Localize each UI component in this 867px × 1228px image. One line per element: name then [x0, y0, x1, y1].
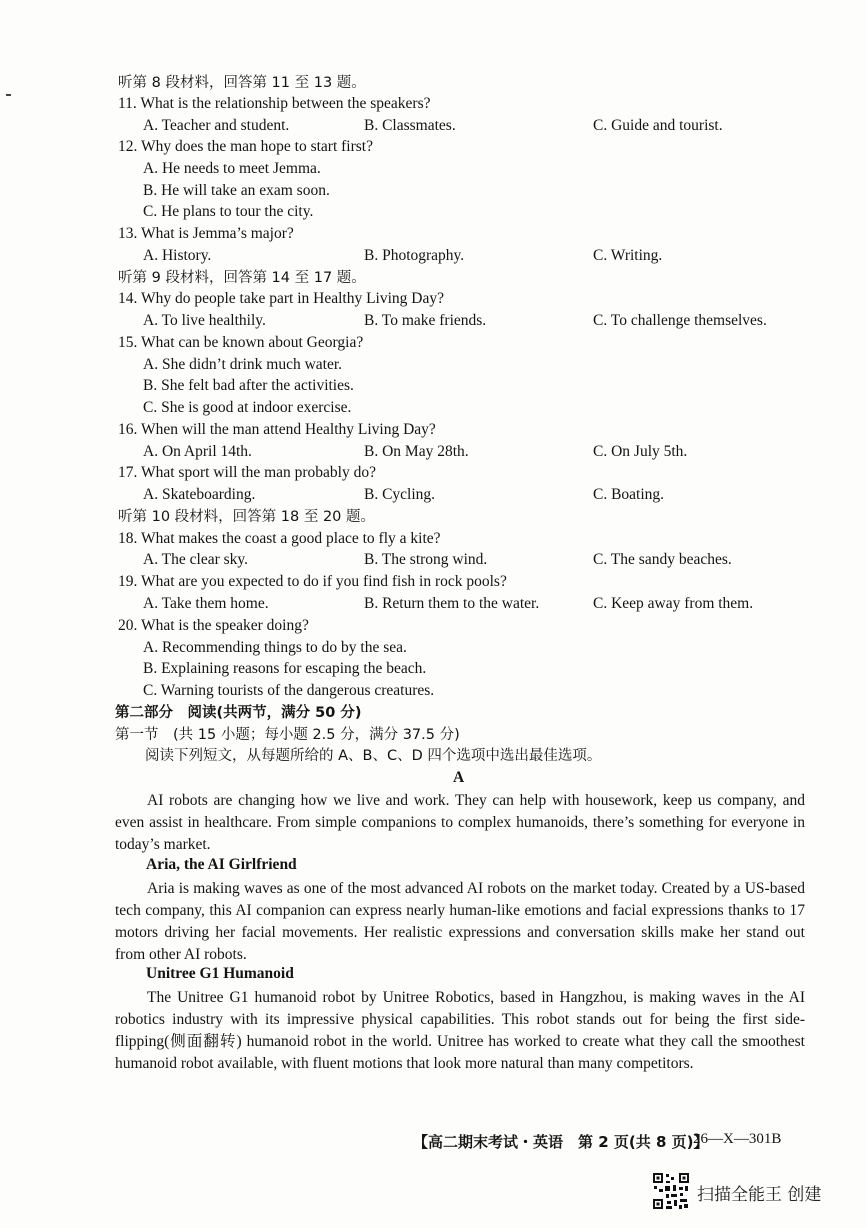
q17-option-c: C. Boating. — [593, 486, 665, 503]
section-9-heading: 听第 9 段材料，回答第 14 至 17 题。 — [118, 270, 366, 286]
q12-option-b: B. He will take an exam soon. — [143, 182, 330, 199]
question-17: 17. What sport will the man probably do? — [118, 464, 376, 481]
question-14: 14. Why do people take part in Healthy Living Day? — [118, 290, 444, 307]
q17-option-a: A. Skateboarding. — [143, 486, 256, 503]
intro-paragraph: AI robots are changing how we live and work. They can help with housework, keep us company, and even assist in healthcare. From simple companions to complex humanoids, there’s something for everyone in today’s market. — [115, 792, 805, 853]
q16-option-a: A. On April 14th. — [143, 443, 252, 460]
question-18: 18. What makes the coast a good place to fly a kite? — [118, 530, 441, 547]
aria-paragraph: Aria is making waves as one of the most advanced AI robots on the market today. Created by a US-based tech company, this AI companion can express nearly human-like emotions and facial expressions thanks to 17 motors driving her facial movements. Her realistic expressions and conversation skills make her stand out from other AI robots. — [115, 880, 805, 963]
aria-section — [115, 878, 805, 966]
q15-option-b: B. She felt bad after the activities. — [143, 377, 354, 394]
q11-option-b: B. Classmates. — [364, 117, 456, 134]
question-19: 19. What are you expected to do if you find fish in rock pools? — [118, 573, 507, 590]
q19-option-c: C. Keep away from them. — [593, 595, 754, 612]
part-2-heading: 第二部分 阅读(共两节，满分 50 分) — [115, 705, 362, 721]
q14-option-a: A. To live healthily. — [143, 312, 266, 329]
scanner-watermark: 扫描全能王 创建 — [697, 1185, 822, 1205]
q20-option-a: A. Recommending things to do by the sea. — [143, 639, 407, 656]
section-10-heading: 听第 10 段材料，回答第 18 至 20 题。 — [118, 509, 376, 525]
q13-option-c: C. Writing. — [593, 247, 663, 264]
q18-option-b: B. The strong wind. — [364, 551, 488, 568]
question-15: 15. What can be known about Georgia? — [118, 334, 364, 351]
question-16: 16. When will the man attend Healthy Living Day? — [118, 421, 436, 438]
qr-code-icon — [652, 1172, 690, 1210]
q19-option-a: A. Take them home. — [143, 595, 269, 612]
aria-heading: Aria, the AI Girlfriend — [146, 856, 297, 873]
section-1-heading: 第一节 (共 15 小题；每小题 2.5 分，满分 37.5 分) — [115, 727, 460, 743]
q18-option-c: C. The sandy beaches. — [593, 551, 732, 568]
page-footer-title: 【高二期末考试・英语 第 2 页(共 8 页)】 — [413, 1133, 709, 1151]
unitree-heading: Unitree G1 Humanoid — [146, 965, 294, 982]
scan-mark — [6, 94, 11, 96]
section-8-heading: 听第 8 段材料，回答第 11 至 13 题。 — [118, 75, 366, 91]
q13-option-b: B. Photography. — [364, 247, 465, 264]
q12-option-c: C. He plans to tour the city. — [143, 203, 314, 220]
q11-option-a: A. Teacher and student. — [143, 117, 290, 134]
q19-option-b: B. Return them to the water. — [364, 595, 540, 612]
q18-option-a: A. The clear sky. — [143, 551, 249, 568]
unitree-paragraph: The Unitree G1 humanoid robot by Unitree Robotics, based in Hangzhou, is making waves in the AI robotics industry with its impressive physical capabilities. This robot stands out for being the first side-flipping(侧面翻转) humanoid robot in the world. Unitree has worked to create what they call the smoothest humanoid robot available, with fluent motions that look more natural than many competitors. — [115, 989, 805, 1072]
q14-option-b: B. To make friends. — [364, 312, 487, 329]
q13-option-a: A. History. — [143, 247, 212, 264]
page-footer-code: 26—X—301B — [693, 1131, 782, 1147]
q20-option-c: C. Warning tourists of the dangerous creatures. — [143, 682, 435, 699]
passage-intro — [115, 790, 805, 856]
q14-option-c: C. To challenge themselves. — [593, 312, 767, 329]
q15-option-a: A. She didn’t drink much water. — [143, 356, 343, 373]
q12-option-a: A. He needs to meet Jemma. — [143, 160, 321, 177]
q11-option-c: C. Guide and tourist. — [593, 117, 723, 134]
q15-option-c: C. She is good at indoor exercise. — [143, 399, 352, 416]
question-13: 13. What is Jemma’s major? — [118, 225, 294, 242]
reading-instruction: 阅读下列短文，从每题所给的 A、B、C、D 四个选项中选出最佳选项。 — [145, 748, 602, 764]
question-11: 11. What is the relationship between the speakers? — [118, 95, 431, 112]
q16-option-b: B. On May 28th. — [364, 443, 469, 460]
q16-option-c: C. On July 5th. — [593, 443, 688, 460]
q20-option-b: B. Explaining reasons for escaping the beach. — [143, 660, 427, 677]
question-20: 20. What is the speaker doing? — [118, 617, 309, 634]
passage-label: A — [453, 769, 465, 786]
question-12: 12. Why does the man hope to start first? — [118, 138, 373, 155]
unitree-section — [115, 987, 805, 1075]
q17-option-b: B. Cycling. — [364, 486, 436, 503]
